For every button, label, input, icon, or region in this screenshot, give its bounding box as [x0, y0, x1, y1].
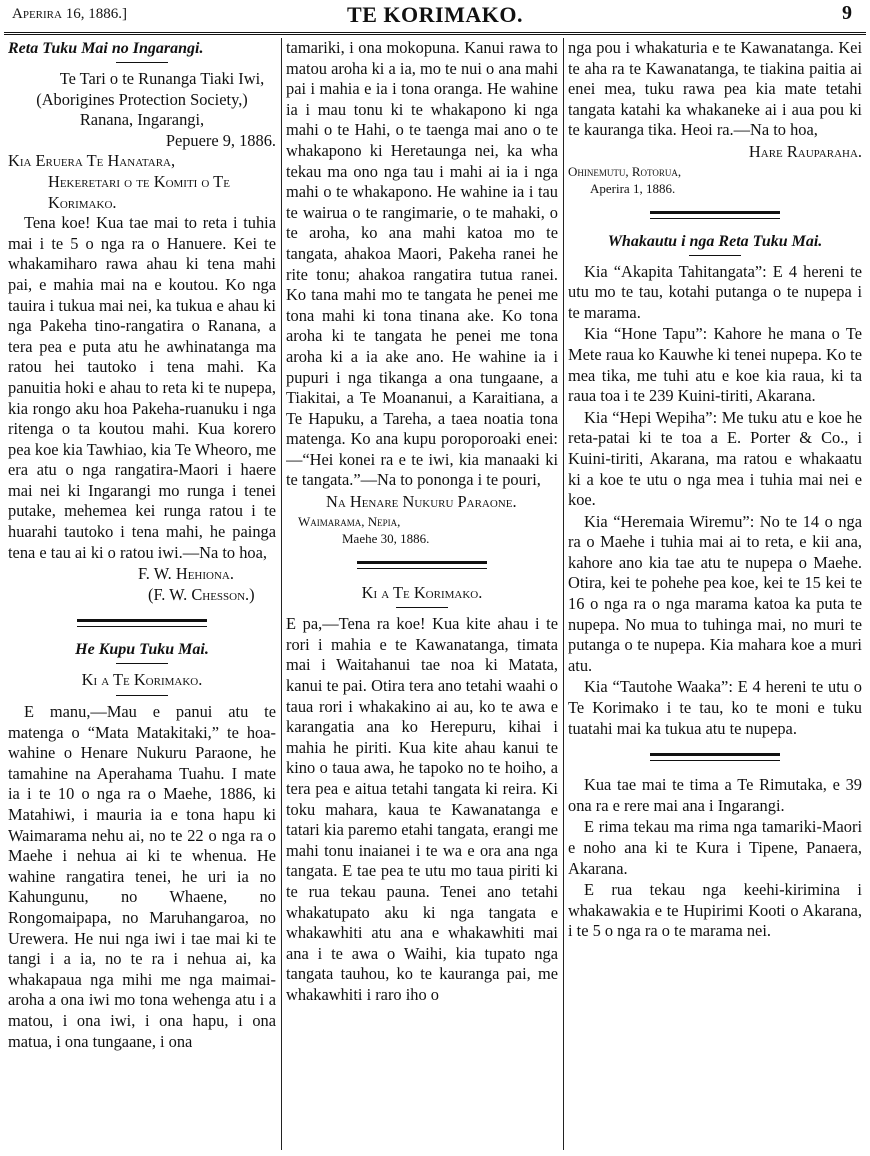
section-rule — [357, 561, 487, 569]
column-2 — [286, 38, 558, 1152]
reply-item: Kia “Hone Tapu”: Kahore he mana o Te Mete raua ko Kauwhe ki tenei nupepa. Ko te mea tika, me tuhi atu e koe kia raua, ki ta raua toa i te 239 Kuini-tiriti, Akarana. — [568, 324, 862, 406]
masthead-rule — [4, 32, 866, 35]
short-rule — [116, 695, 168, 696]
letter-addressee: Ki a Te Korimako. — [361, 582, 483, 602]
article-heading: Reta Tuku Mai no Ingarangi. — [8, 40, 204, 57]
place-line: Maehe 30, 1886. — [342, 530, 430, 546]
section-rule — [650, 753, 780, 761]
reply-item: Kia “Heremaia Wiremu”: No te 14 o nga ra o Maehe i tuhia mai ai to reta, e kii ana, kahore ano kia tae atu te nupepa o Maehe. Otira, kei te pohehe pea koe, kei te 15 kei te 16 o nga ra o nga marama katoa ka puta te nupepa. No mua to tuhinga mai, no muri te putanga o te nupepa. Kia mahara koe a muri atu. — [568, 511, 862, 675]
column-divider — [281, 38, 282, 1150]
column-3 — [568, 38, 862, 1152]
place-line: Aperira 1, 1886. — [590, 180, 676, 196]
short-rule — [116, 62, 168, 63]
letter-body: E pa,—Tena ra koe! Kua kite ahau i te rori i mahia e te Kawanatanga, timata mai i Waitahanui tae noa ki Matata, kanui te pai. Otira tera ano tetahi waahi o taua rori i whakakino ai au, ko te awa e karangatia ana ko Herepuru, kihai i mahia he piriti. Kua kite ahau kanui te kino o taua awa, he tapoko no te hoiho, a tera pea e aitua tetahi tangata ki reira. Ki toku mahara, kaua te Kawanatanga e tatari kia paremo etahi tangata, erangi me mahi tonu inaianei i te wa e ora ana nga tangata. E tae pea te utu mo taua piriti ki te rua tekau pauna. Tenei ano tetahi whakatupato aku ki nga tangata e whakawhiti atu ana e whakawhiti mai ana i te awa o Waihi, kia tupato nga tangata tauhou, ko te kauranga pai, me whakawhiti i raro iho o — [286, 614, 558, 1004]
news-item: E rima tekau ma rima nga tamariki-Maori e noho ana ki te Kura i Tipene, Panaera, Akarana. — [568, 817, 862, 878]
place-line: Ohinemutu, Rotorua, — [568, 163, 682, 179]
reply-item: Kia “Hepi Wepiha”: Me tuku atu e koe he reta-patai ki te toa a E. Porter & Co., i Kuini-tiriti, Akarana, ma ratou e whakaatu ki a koe te utu o nga mea i tuhia mai nei e koe. — [568, 407, 862, 510]
article-heading: He Kupu Tuku Mai. — [75, 641, 209, 659]
page-number: 9 — [842, 2, 852, 24]
address-line: Te Tari o te Runanga Tiaki Iwi, — [59, 69, 265, 88]
section-rule — [77, 619, 207, 627]
newspaper-title: TE KORIMAKO. — [347, 2, 523, 27]
column-divider — [563, 38, 564, 1150]
reply-item: Kia “Akapita Tahitangata”: E 4 hereni te utu mo te tau, kotahi putanga o te nupepa i te marama. — [568, 261, 862, 322]
letter-body: E manu,—Mau e panui atu te matenga o “Mata Matakitaki,” te hoa-wahine o Henare Nukuru Paraone, he tamahine na Aperahama Tuahu. I mate ia i te 10 o nga ra o Maehe, 1886, ki Matahiwi, i mauria ia e tona hapu ki Waimarama nehu ai, no te 22 o nga ra o Maehe i nehua ai ki te whenua. He wahine rangatira tenei, he uri ia no Kahungunu, no Whaene, no Rongomaipapa, no Maruhangaroa, no Urewera. He nui nga iwi i tae mai ki te tangi i a ia, no te ra i nehua ai, ka whakapaua nga mihi me nga maimai-aroha a ona iwi mo tona wehenga atu i a matou, i ona iwi, i ona hapu, i ona matua, i ona tungaane, i ona — [8, 702, 276, 1051]
news-item: Kua tae mai te tima a Te Rimutaka, e 39 ona ra e rere mai ana i Ingarangi. — [568, 775, 862, 815]
signature: (F. W. Chesson.) — [148, 584, 255, 604]
salutation: Hekeretari o te Komiti o Te Korimako. — [48, 171, 230, 212]
reply-item: Kia “Tautohe Waaka”: E 4 hereni te utu o Te Korimako i te tau, ko te moni e tuku tuatahi mai ka tukua atu te nupepa. — [568, 677, 862, 738]
issue-date: Aperira 16, 1886.] — [12, 6, 127, 22]
short-rule — [396, 607, 448, 608]
letter-body: Tena koe! Kua tae mai to reta i tuhia mai i te 5 o nga ra o Hanuere. Kei te whakamiharo rawa ahau ki tena mahi pai, e mahia mai na e koutou. Ko nga tauira i tukua mai nei, ka tukua e ahau ki nga Pakeha tino-rangatira o Ranana, a tera pea e puta atu he awhinatanga ma ratou hei tautoko i tena mahi. Ka panuitia hoki e ahau to reta ki te nupepa, kia rongo aku hoa Pakeha-ruanuku i nga ritenga o ta koutou mahi. Kua korero pea koe kia Tawhiao, kia Te Wheoro, me era atu o nga rangatira-Maori i haere mai nei ki Ingarangi mo runga i tenei putake, mehemea kei runga ratou i te huarahi tautoko i tena mahi, he painga tena e tau ai ki o ratou iwi.—Na to hoa, — [8, 213, 276, 562]
address-line: (Aborigines Protection Society,) — [36, 89, 248, 109]
signature: Na Henare Nukuru Paraone. — [326, 492, 517, 512]
column-1 — [8, 38, 276, 1152]
masthead — [0, 0, 870, 30]
letter-date: Pepuere 9, 1886. — [165, 130, 276, 150]
news-item: E rua tekau nga keehi-kirimina i whakawakia e te Hupirimi Kooti o Akarana, i te 5 o nga ra o te marama nei. — [568, 880, 862, 941]
signature: F. W. Hehiona. — [138, 564, 234, 584]
article-heading: Whakautu i nga Reta Tuku Mai. — [607, 232, 823, 250]
place-line: Waimarama, Nepia, — [298, 513, 401, 529]
salutation: Kia Eruera Te Hanatara, — [8, 151, 176, 171]
letter-addressee: Ki a Te Korimako. — [81, 670, 203, 690]
signature: Hare Rauparaha. — [748, 141, 862, 161]
section-rule — [650, 211, 780, 219]
letter-body: tamariki, i ona mokopuna. Kanui rawa to matou aroha ki a ia, mo te nui o ana mahi pai i mahia e ia i tona oranga. He wahine ia i mau tonu ki te whakapono ki nga mahi o te Hahi, o te taenga mai ano o te whakapono ki Heretaunga nei, ka wha tekau ma ono nga tau i mahi ai ia i nga mahi o te whakapono. He wahine ia i tau te wairua o te rangimarie, o te mahaki, o te aroha, ko ana mahi katoa mo te tangata, ahakoa Maori, Pakeha ranei he rite tonu; ahakoa rangatira tutua ranei. Ko tana mahi mo te tangata he penei me tona mahi ki tona tinana ake. Ko tona aroha ki te tangata he penei me tona aroha ki a ia ake ano. He wahine ia i pupuri i nga tikanga a ona tungaane, a Tiakitai, a Te Moananui, a Karaitiana, a Te Hapuku, a Tareha, a taea noatia tona matenga. Ko ana kupu poroporoaki enei:—“Hei konei ra e te iwi, kia manaaki ki te tangata.”—Na to pononga i te pouri, — [286, 38, 558, 490]
short-rule — [116, 663, 168, 664]
letter-body: nga pou i whakaturia e te Kawanatanga. Kei te aha ra te Kawanatanga, te tiakina paitia ai enei mea, tuku rawa pea kia mate tetahi tangata katahi ka whakaneke ai i aua pou ki te kauranga tika. Heoi ra.—Na to hoa, — [568, 38, 862, 140]
address-line: Ranana, Ingarangi, — [79, 110, 205, 130]
short-rule — [689, 255, 741, 256]
